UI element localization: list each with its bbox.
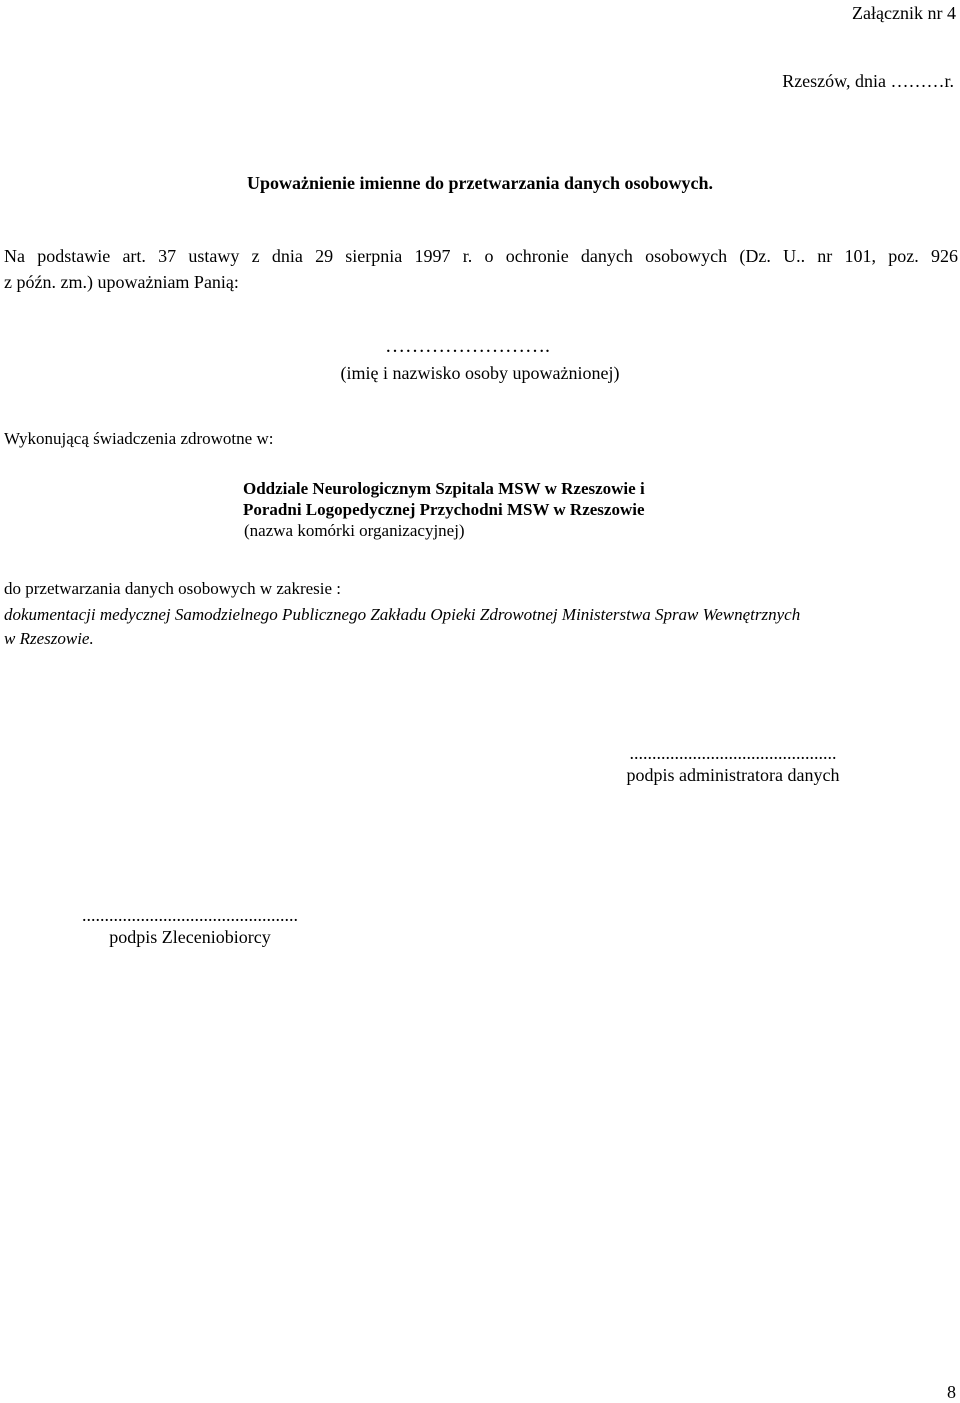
contractor-signature [72,904,308,948]
unit-line-1: Oddziale Neurologicznym Szpitala MSW w Rzeszowie i [243,479,645,498]
legal-basis-line-1: Na podstawie art. 37 ustawy z dnia 29 sierpnia 1997 r. o ochronie danych osobowych (Dz. U.. nr 101, poz. 926 [4,246,958,266]
organizational-unit [243,478,645,541]
contractor-signature-label: podpis Zleceniobiorcy [109,927,271,947]
document-title: Upoważnienie imienne do przetwarzania danych osobowych. [246,173,713,193]
admin-signature-label: podpis administratora danych [626,765,840,785]
unit-line-2: Poradni Logopedycznej Przychodni MSW w Rzeszowie [243,500,645,519]
name-placeholder-dots: ……………………. [385,335,550,357]
scope-label: do przetwarzania danych osobowych w zakresie : [4,579,342,598]
contractor-signature-dots: ................................................ [82,905,298,925]
unit-caption: (nazwa komórki organizacyjnej) [244,521,465,540]
annex-number: Załącznik nr 4 [852,3,956,23]
performing-label: Wykonującą świadczenia zdrowotne w: [4,429,274,448]
scope-text-line-2: w Rzeszowie. [4,629,94,648]
admin-signature [613,742,853,786]
place-and-date: Rzeszów, dnia ………r. [782,71,954,91]
admin-signature-dots: .............................................. [629,743,837,763]
scope-text-line-1: dokumentacji medycznej Samodzielnego Publicznego Zakładu Opieki Zdrowotnej Ministerstwa Spraw Wewnętrznych [4,605,801,624]
page-number: 8 [947,1382,956,1402]
name-caption: (imię i nazwisko osoby upoważnionej) [340,363,620,383]
legal-basis-line-2: z późn. zm.) upoważniam Panią: [4,272,239,292]
